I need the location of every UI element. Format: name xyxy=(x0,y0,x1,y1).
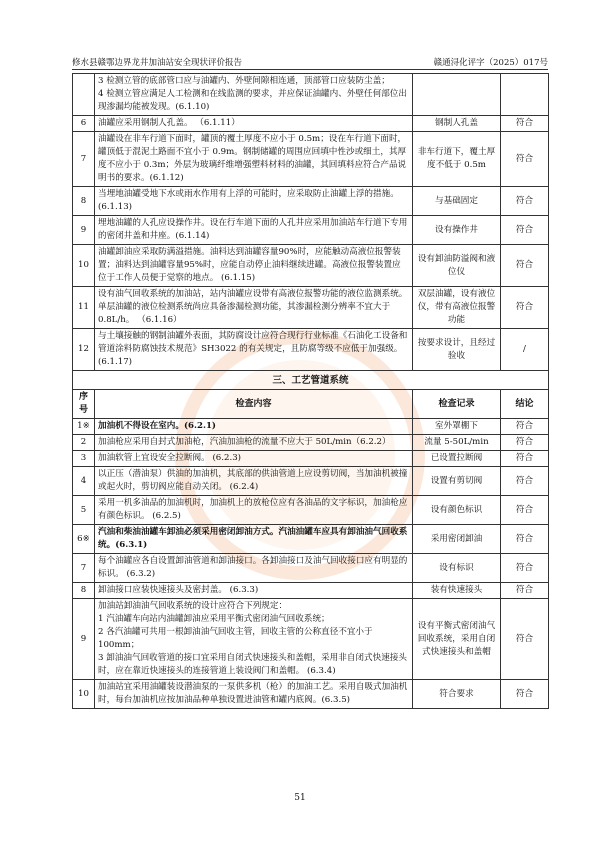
cell-no: 7 xyxy=(73,554,95,583)
col-header-no: 序号 xyxy=(73,390,95,419)
cell-record: 设有平衡式密闭油气回收系统，采用自闭式快速接头和盖帽 xyxy=(413,599,501,680)
section-title: 三、工艺管道系统 xyxy=(73,371,549,390)
table-row xyxy=(73,245,549,287)
cell-result: 符合 xyxy=(501,525,549,554)
table-row xyxy=(73,583,549,599)
cell-content: 油罐卸油应采取防满溢措施。油料达到油罐容量90%时，应能触动高液位报警装置；油料达到油罐容量95%时，应能自动停止油料继续进罐。高液位报警装置应位于工作人员便于觉察的地点。 (6.1.15) xyxy=(95,245,413,287)
header-title: 修水县赣鄂边界龙井加油站安全现状评价报告 xyxy=(72,58,243,68)
cell-result: 符合 xyxy=(501,680,549,709)
table-row xyxy=(73,496,549,525)
table-row xyxy=(73,116,549,132)
cell-content: 采用一机多油品的加油机时，加油机上的放枪位应有各油品的文字标识，加油枪应有颜色标识。 (6.2.5) xyxy=(95,496,413,525)
cell-record: 与基础固定 xyxy=(413,187,501,216)
inspection-table xyxy=(72,73,549,709)
cell-no: 5 xyxy=(73,496,95,525)
cell-result: 符合 xyxy=(501,419,549,435)
cell-no: 12 xyxy=(73,329,95,371)
cell-no: 3 xyxy=(73,451,95,467)
cell-result: 符合 xyxy=(501,554,549,583)
cell-content: 汽油和柴油油罐车卸油必须采用密闭卸油方式。汽油油罐车应具有卸油油气回收系统。(6.3.1) xyxy=(95,525,413,554)
cell-result: 符合 xyxy=(501,216,549,245)
cell-record: 采用密闭卸油 xyxy=(413,525,501,554)
header-rule xyxy=(72,69,548,70)
cell-no: 2 xyxy=(73,435,95,451)
cell-no: 6※ xyxy=(73,525,95,554)
table-row xyxy=(73,680,549,709)
cell-record xyxy=(413,74,501,116)
cell-result xyxy=(501,74,549,116)
table-row xyxy=(73,554,549,583)
column-header-row xyxy=(73,390,549,419)
cell-content: 加油机不得设在室内。(6.2.1) xyxy=(95,419,413,435)
table-row xyxy=(73,74,549,116)
cell-result: / xyxy=(501,329,549,371)
cell-no: 7 xyxy=(73,132,95,187)
table-row xyxy=(73,451,549,467)
cell-content: 加油软管上宜设安全拉断阀。 (6.2.3) xyxy=(95,451,413,467)
cell-result: 符合 xyxy=(501,187,549,216)
cell-record: 非车行道下，覆土厚度不低于 0.5m xyxy=(413,132,501,187)
cell-no: 11 xyxy=(73,287,95,329)
cell-no: 1※ xyxy=(73,419,95,435)
table-row xyxy=(73,287,549,329)
col-header-record: 检查记录 xyxy=(413,390,501,419)
table-row xyxy=(73,329,549,371)
page-header xyxy=(72,54,548,68)
cell-record: 流量 5-50L/min xyxy=(413,435,501,451)
cell-record: 按要求设计，且经过验收 xyxy=(413,329,501,371)
table-row xyxy=(73,216,549,245)
table-body-top xyxy=(73,74,549,371)
cell-record: 钢制人孔盖 xyxy=(413,116,501,132)
cell-result: 符合 xyxy=(501,435,549,451)
cell-record: 设有颜色标识 xyxy=(413,496,501,525)
cell-no: 9 xyxy=(73,599,95,680)
cell-content: 加油站卸油油气回收系统的设计应符合下列规定： 1 汽油罐车向站内油罐卸油应采用平衡式密闭油气回收系统； 2 各汽油罐可共用一根卸油油气回收主管，回收主管的公称直径不宜小于 100mm； 3 卸油油气回收管道的接口宜采用自闭式快速接头和盖帽，采用非自闭式快速接头时，应在靠近快速接头的连接管道上装设阀门和盖帽。 (6.3.4) xyxy=(95,599,413,680)
table-row xyxy=(73,435,549,451)
cell-content: 卸油接口应装快速接头及密封盖。 (6.3.3) xyxy=(95,583,413,599)
cell-content: 当埋地油罐受地下水或雨水作用有上浮的可能时，应采取防止油罐上浮的措施。(6.1.13) xyxy=(95,187,413,216)
col-header-result: 结论 xyxy=(501,390,549,419)
cell-record: 设有操作井 xyxy=(413,216,501,245)
table-row xyxy=(73,187,549,216)
table-row xyxy=(73,467,549,496)
page-number: 51 xyxy=(294,793,306,803)
col-header-content: 检查内容 xyxy=(95,390,413,419)
cell-result: 符合 xyxy=(501,496,549,525)
table-body-bottom xyxy=(73,419,549,709)
cell-result: 符合 xyxy=(501,467,549,496)
cell-result: 符合 xyxy=(501,116,549,132)
section-row xyxy=(73,371,549,390)
cell-content: 油罐设在非车行道下面时，罐顶的覆土厚度不应小于 0.5m；设在车行道下面时，罐顶低于混泥土路面不宜小于 0.9m。钢制储罐的周围应回填中性沙或细土，其厚度不应小于 0.3m；外层为玻璃纤维增强塑料材料的油罐，其回填料应符合产品说明书的要求。(6.1.12) xyxy=(95,132,413,187)
cell-no: 10 xyxy=(73,245,95,287)
cell-no: 8 xyxy=(73,583,95,599)
cell-result: 符合 xyxy=(501,599,549,680)
cell-no: 6 xyxy=(73,116,95,132)
table-row xyxy=(73,419,549,435)
table-row xyxy=(73,132,549,187)
table-row xyxy=(73,599,549,680)
cell-content: 油罐应采用钢制人孔盖。 （6.1.11） xyxy=(95,116,413,132)
cell-record: 设置有剪切阀 xyxy=(413,467,501,496)
cell-content: 与土壤接触的钢制油罐外表面，其防腐设计应符合现行行业标准《石油化工设备和管道涂料防腐蚀技术规范》SH3022 的有关规定，且防腐等级不应低于加强级。(6.1.17) xyxy=(95,329,413,371)
table-row xyxy=(73,525,549,554)
cell-result: 符合 xyxy=(501,245,549,287)
cell-content: 以正压（潜油泵）供油的加油机，其底部的供油管道上应设剪切阀，当加油机被撞或起火时，剪切阀应能自动关闭。 (6.2.4) xyxy=(95,467,413,496)
cell-content: 每个油罐应各自设置卸油管道和卸油接口。各卸油接口及油气回收接口应有明显的标识。 (6.3.2) xyxy=(95,554,413,583)
cell-record: 已设置拉断阀 xyxy=(413,451,501,467)
cell-content: 加油枪应采用自封式加油枪，汽油加油枪的流量不应大于 50L/min（6.2.2） xyxy=(95,435,413,451)
cell-no: 9 xyxy=(73,216,95,245)
cell-content: 加油站宜采用油罐装设潜油泵的一泵供多机（枪）的加油工艺。采用自吸式加油机时，每台加油机应按加油品种单独设置进油管和罐内底阀。(6.3.5) xyxy=(95,680,413,709)
cell-no xyxy=(73,74,95,116)
header-report-number: 赣通浔化评字（2025）017号 xyxy=(433,58,548,68)
cell-record: 设有标识 xyxy=(413,554,501,583)
cell-no: 4 xyxy=(73,467,95,496)
cell-record: 室外罩棚下 xyxy=(413,419,501,435)
cell-content: 设有油气回收系统的加油站，站内油罐应设带有高液位报警功能的液位监测系统。单层油罐的液位检测系统尚应具备渗漏检测功能，其渗漏检测分辨率不宜大于 0.8L/h。 （6.1.16） xyxy=(95,287,413,329)
cell-record: 双层油罐，设有液位仪，带有高液位报警功能 xyxy=(413,287,501,329)
cell-content: 3 检测立管的底部管口应与油罐内、外壁间隙相连通，顶部管口应装防尘盖； 4 检测立管应满足人工检测和在线监测的要求，并应保证油罐内、外壁任何部位出现渗漏均能被发现。(6.1.10) xyxy=(95,74,413,116)
cell-record: 符合要求 xyxy=(413,680,501,709)
cell-result: 符合 xyxy=(501,583,549,599)
cell-record: 设有卸油防溢阀和液位仪 xyxy=(413,245,501,287)
cell-result: 符合 xyxy=(501,287,549,329)
cell-record: 装有快速接头 xyxy=(413,583,501,599)
cell-no: 8 xyxy=(73,187,95,216)
cell-result: 符合 xyxy=(501,132,549,187)
cell-content: 埋地油罐的人孔应设操作井。设在行车道下面的人孔井应采用加油站车行道下专用的密闭井盖和井座。(6.1.14) xyxy=(95,216,413,245)
cell-result: 符合 xyxy=(501,451,549,467)
cell-no: 10 xyxy=(73,680,95,709)
